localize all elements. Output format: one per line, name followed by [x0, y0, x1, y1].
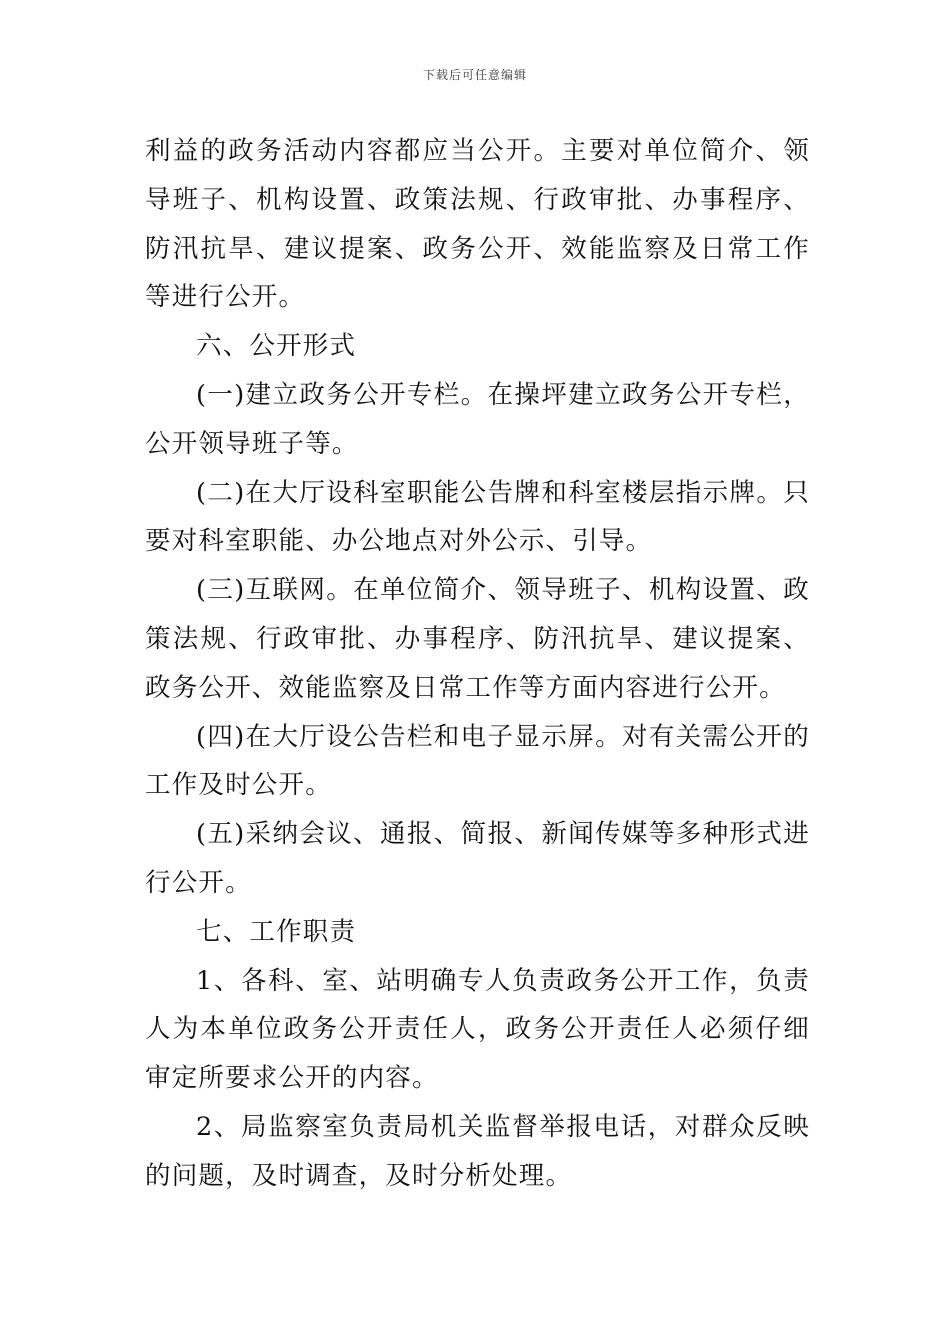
paragraph-continuation: 利益的政务活动内容都应当公开。主要对单位简介、领导班子、机构设置、政策法规、行政审批、办事程序、防汛抗旱、建议提案、政务公开、效能监察及日常工作等进行公开。 — [145, 136, 810, 313]
document-body — [145, 127, 810, 1201]
paragraph-item-4: (四)在大厅设公告栏和电子显示屏。对有关需公开的工作及时公开。 — [145, 721, 810, 801]
section-heading-7: 七、工作职责 — [196, 916, 357, 947]
paragraph-item-2: (二)在大厅设科室职能公告牌和科室楼层指示牌。只要对科室职能、办公地点对外公示、引导。 — [145, 477, 810, 557]
duty-item-1: 1、各科、室、站明确专人负责政务公开工作，负责人为本单位政务公开责任人，政务公开责任人必须仔细审定所要求公开的内容。 — [145, 965, 810, 1094]
section-heading-6: 六、公开形式 — [196, 331, 357, 362]
paragraph-item-5: (五)采纳会议、通报、简报、新闻传媒等多种形式进行公开。 — [145, 819, 810, 898]
paragraph-item-3: (三)互联网。在单位简介、领导班子、机构设置、政策法规、行政审批、办事程序、防汛抗旱、建议提案、政务公开、效能监察及日常工作等方面内容进行公开。 — [145, 575, 810, 703]
duty-item-2: 2、局监察室负责局机关监督举报电话，对群众反映的问题，及时调查，及时分析处理。 — [145, 1111, 810, 1191]
paragraph-item-1: (一)建立政务公开专栏。在操坪建立政务公开专栏，公开领导班子等。 — [145, 379, 810, 459]
page-header-note: 下载后可任意编辑 — [422, 68, 527, 82]
